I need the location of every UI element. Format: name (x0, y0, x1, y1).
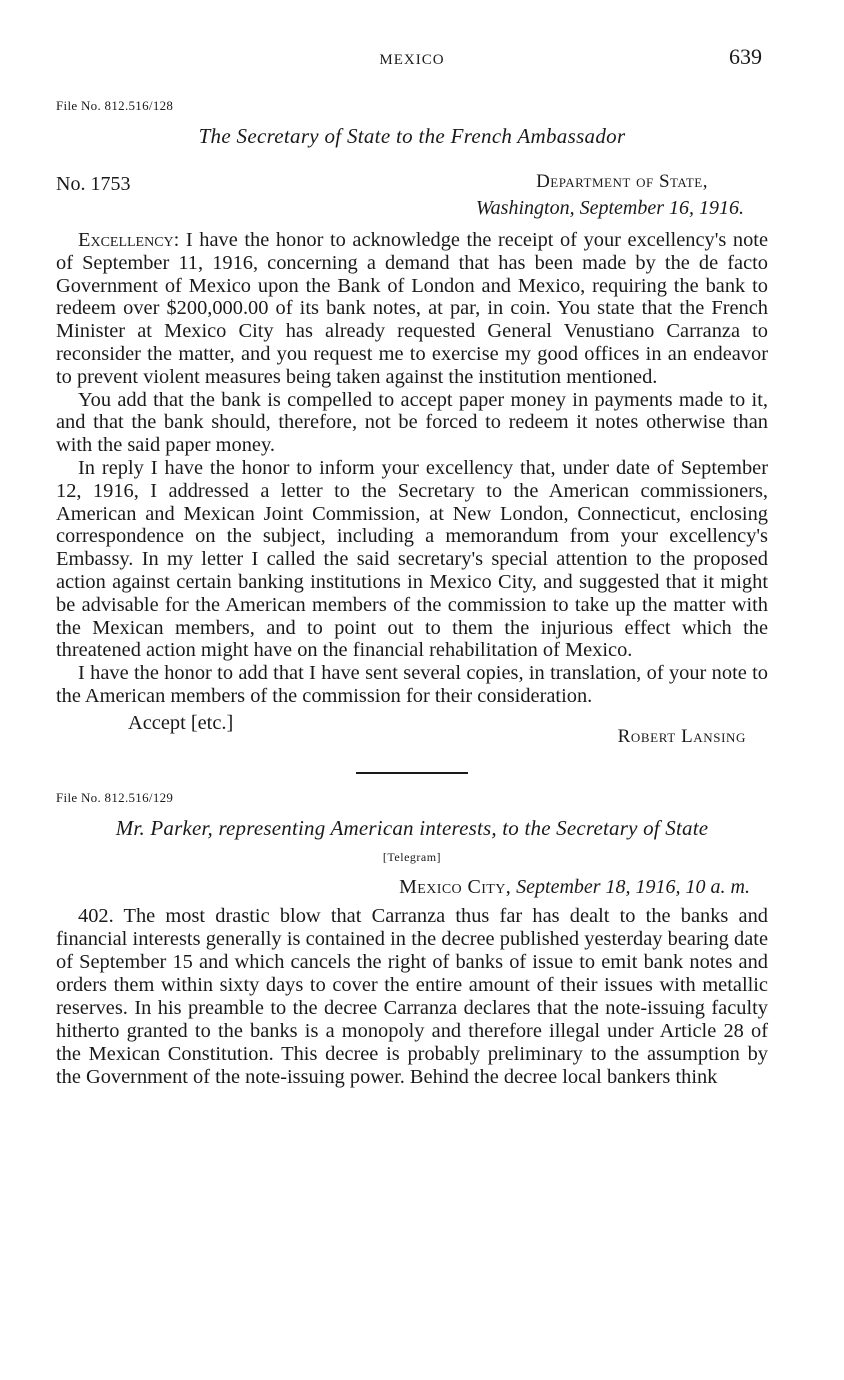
file-number-128: File No. 812.516/128 (56, 98, 174, 113)
document-number: No. 1753 (56, 173, 131, 195)
letter-body-1 (56, 229, 768, 708)
dateline-2 (56, 876, 768, 899)
dateline-block-1 (56, 171, 768, 229)
running-head (56, 40, 768, 74)
file-number-129: File No. 812.516/129 (56, 789, 174, 805)
closing-block (56, 708, 768, 754)
telegram-body (56, 905, 768, 1089)
place-date-line: Washington, September 16, 1916. (475, 197, 744, 219)
section-divider (356, 772, 468, 774)
paragraph-3: In reply I have the honor to inform your excellency that, under date of September 12, 1916, I addressed a letter to the Secretary to the American commissioners, American and Mexican Joint Commission, at New London, Connecticut, enclosing correspondence on the subject, including a memorandum from your excellency's Embassy. In my letter I called the said secretary's special attention to the proposed action against certain banking institutions in Mexico City, and suggested that it might be advisable for the American members of the commission to take up the matter with the Mexican members, and to point out to them the injurious effect which the threatened action might have on the financial rehabilitation of Mexico. (56, 456, 768, 662)
document-heading-1: The Secretary of State to the French Ambassador (198, 124, 626, 148)
dateline-city: Mexico City, (399, 875, 512, 898)
running-title: MEXICO (379, 52, 445, 68)
paragraph-2: You add that the bank is compelled to accept paper money in payments made to it, and that the bank should, therefore, not be forced to redeem it notes otherwise than with the said paper money. (56, 388, 768, 457)
telegram-paragraph-1: 402. The most drastic blow that Carranza thus far has dealt to the banks and financial interests generally is contained in the decree published yesterday bearing date of September 15 and which cancels the right of banks of issue to emit bank notes and orders them within sixty days to cover the entire amount of their issues with metallic reserves. In his preamble to the decree Carranza declares that the note-issuing faculty hitherto granted to the banks is a monopoly and therefore illegal under Article 28 of the Mexican Constitution. This decree is probably preliminary to the assumption by the Government of the note-issuing power. Behind the decree local bankers think (56, 904, 768, 1088)
telegram-label: [Telegram] (382, 849, 442, 864)
salutation: Excellency: (78, 229, 180, 251)
paragraph-1 (56, 229, 768, 389)
page-number: 639 (729, 44, 762, 69)
document-heading-2: Mr. Parker, representing American interests, to the Secretary of State (115, 815, 709, 840)
complimentary-close: Accept [etc.] (128, 711, 234, 734)
department-line: Department of State, (536, 171, 708, 192)
paragraph-4: I have the honor to add that I have sent several copies, in translation, of your note to the American members of the commission for their consideration. (56, 662, 768, 707)
paragraph-1-text: I have the honor to acknowledge the receipt of your excellency's note of September 11, 1916, concerning a demand that has been made by the de facto Government of Mexico upon the Bank of London and Mexico, requiring the bank to redeem over $200,000.00 of its bank notes, at par, in coin. You state that the French Minister at Mexico City has already requested General Venustiano Carranza to reconsider the matter, and you request me to exercise my good offices in an endeavor to prevent violent measures being taken against the institution mentioned. (56, 229, 768, 388)
dateline-date: September 18, 1916, 10 a. m. (516, 875, 750, 898)
document-page (56, 40, 768, 1089)
signature: Robert Lansing (617, 725, 746, 747)
